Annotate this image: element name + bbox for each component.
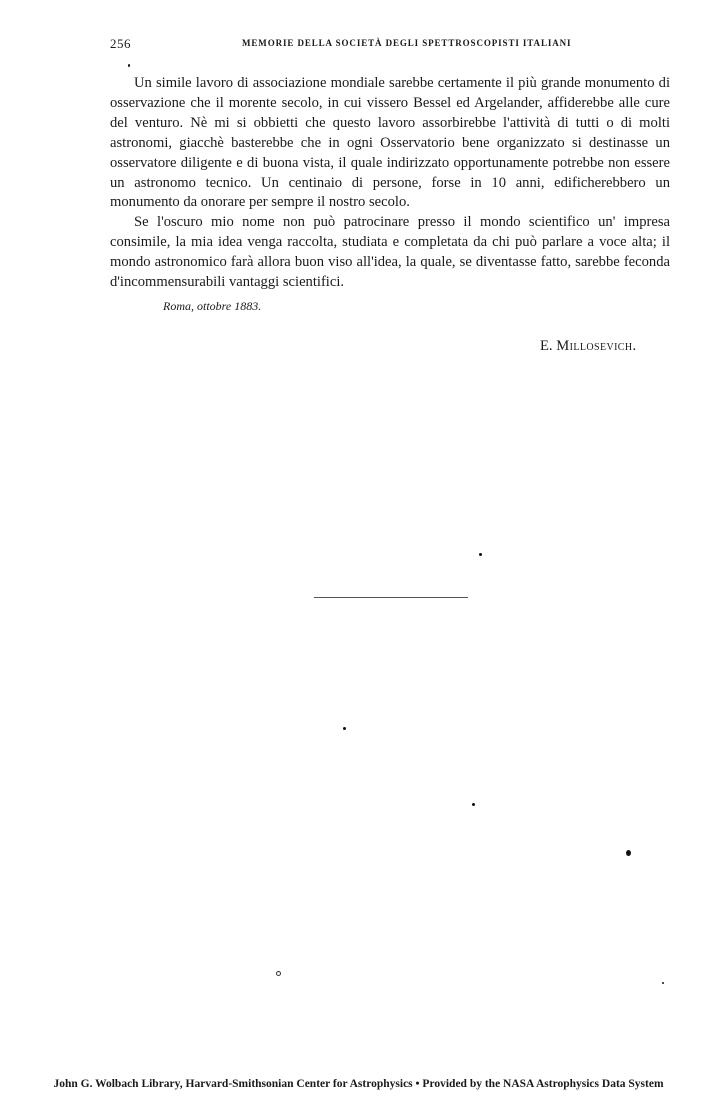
dateline: Roma, ottobre 1883. (163, 299, 262, 313)
scan-speck (343, 727, 346, 730)
author-initial: E. (540, 338, 553, 354)
separator-rule (314, 597, 468, 598)
scan-speck (128, 64, 130, 67)
body-paragraph: Un simile lavoro di associazione mondiale sarebbe certamente il più grande monumento di osservazione che il morente secolo, in cui vissero Bessel ed Argelander, affiderebbe alle cure del venturo. Nè mi si obbietti che questo lavoro assorbirebbe l'attività di tutti o di molti astronomi, giacchè basterebbe che in ogni Osservatorio bene organizzato si destinasse un osservatore diligente e di buona vista, il quale indirizzato opportunamente potrebbe non essere un astronomo tecnico. Un centinaio di persone, forse in 10 anni, edificherebbero un monumento da onorare per sempre il nostro secolo. (110, 75, 670, 211)
scan-speck (662, 982, 664, 984)
scan-speck (626, 850, 631, 856)
scan-speck (472, 803, 475, 806)
author-surname: Millosevich. (556, 338, 637, 354)
footer-credit: John G. Wolbach Library, Harvard-Smithsonian Center for Astrophysics • Provided by the NASA Astrophysics Data System (53, 1078, 664, 1090)
article-body (110, 74, 670, 293)
running-head: MEMORIE DELLA SOCIETÀ DEGLI SPETTROSCOPISTI ITALIANI (242, 38, 572, 48)
page-header (110, 36, 670, 56)
scan-speck (276, 971, 281, 976)
body-paragraph: Se l'oscuro mio nome non può patrocinare presso il mondo scientifico un' impresa consimile, la mia idea venga raccolta, studiata e completata da chi può parlare a voce alta; il mondo astronomico farà allora buon viso all'idea, la quale, se diventasse fatto, sarebbe feconda d'incommensurabili vantaggi scientifici. (110, 214, 670, 291)
scan-speck (479, 553, 482, 556)
page-number: 256 (110, 36, 131, 51)
author-signature (540, 338, 637, 355)
